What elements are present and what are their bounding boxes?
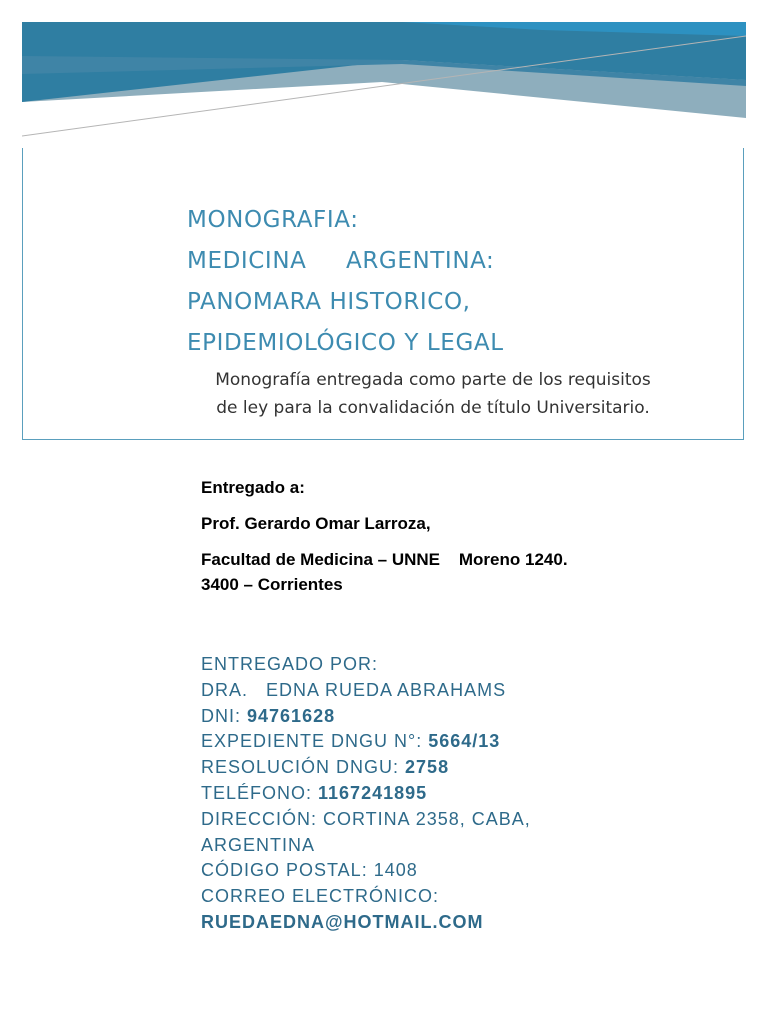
title-line: EPIDEMIOLÓGICO Y LEGAL: [187, 330, 504, 356]
delivered-by-heading: ENTREGADO POR:: [201, 654, 379, 674]
resolucion-label: RESOLUCIÓN DNGU:: [201, 757, 406, 778]
codigo-postal: CÓDIGO POSTAL: 1408: [201, 860, 418, 881]
email-link[interactable]: RUEDAEDNA@HOTMAIL.COM: [201, 911, 484, 932]
title-line: PANOMARA HISTORICO,: [187, 289, 471, 315]
delivered-by-section: [201, 652, 531, 936]
document-title: [187, 200, 504, 364]
delivered-to-heading: Entregado a:: [201, 478, 305, 497]
title-line: MONOGRAFIA:: [187, 207, 359, 233]
direccion-line: DIRECCIÓN: CORTINA 2358, CABA,: [201, 808, 531, 829]
recipient-institution: Facultad de Medicina – UNNE Moreno 1240.: [201, 550, 568, 569]
recipient-name: Prof. Gerardo Omar Larroza,: [201, 514, 431, 533]
direccion-country: ARGENTINA: [201, 834, 316, 855]
correo-label: CORREO ELECTRÓNICO:: [201, 886, 440, 907]
delivered-to-section: [201, 476, 568, 597]
header-banner-graphic: [22, 22, 746, 142]
subtitle-line: de ley para la convalidación de título Universitario.: [216, 398, 650, 418]
dni-row: [201, 704, 531, 730]
dni-value: 94761628: [247, 705, 336, 726]
expediente-row: [201, 729, 531, 755]
telefono-row: [201, 781, 531, 807]
document-subtitle: [160, 366, 706, 422]
telefono-label: TELÉFONO:: [201, 782, 319, 803]
title-line: MEDICINA ARGENTINA:: [187, 248, 495, 274]
subtitle-line: Monografía entregada como parte de los requisitos: [215, 370, 651, 390]
expediente-value: 5664/13: [428, 731, 501, 752]
recipient-city: 3400 – Corrientes: [201, 575, 343, 594]
telefono-value: 1167241895: [318, 782, 428, 803]
expediente-label: EXPEDIENTE DNGU N°:: [201, 731, 429, 752]
dni-label: DNI:: [201, 705, 248, 726]
author-name: DRA. EDNA RUEDA ABRAHAMS: [201, 679, 507, 700]
resolucion-value: 2758: [405, 757, 450, 778]
resolucion-row: [201, 755, 531, 781]
